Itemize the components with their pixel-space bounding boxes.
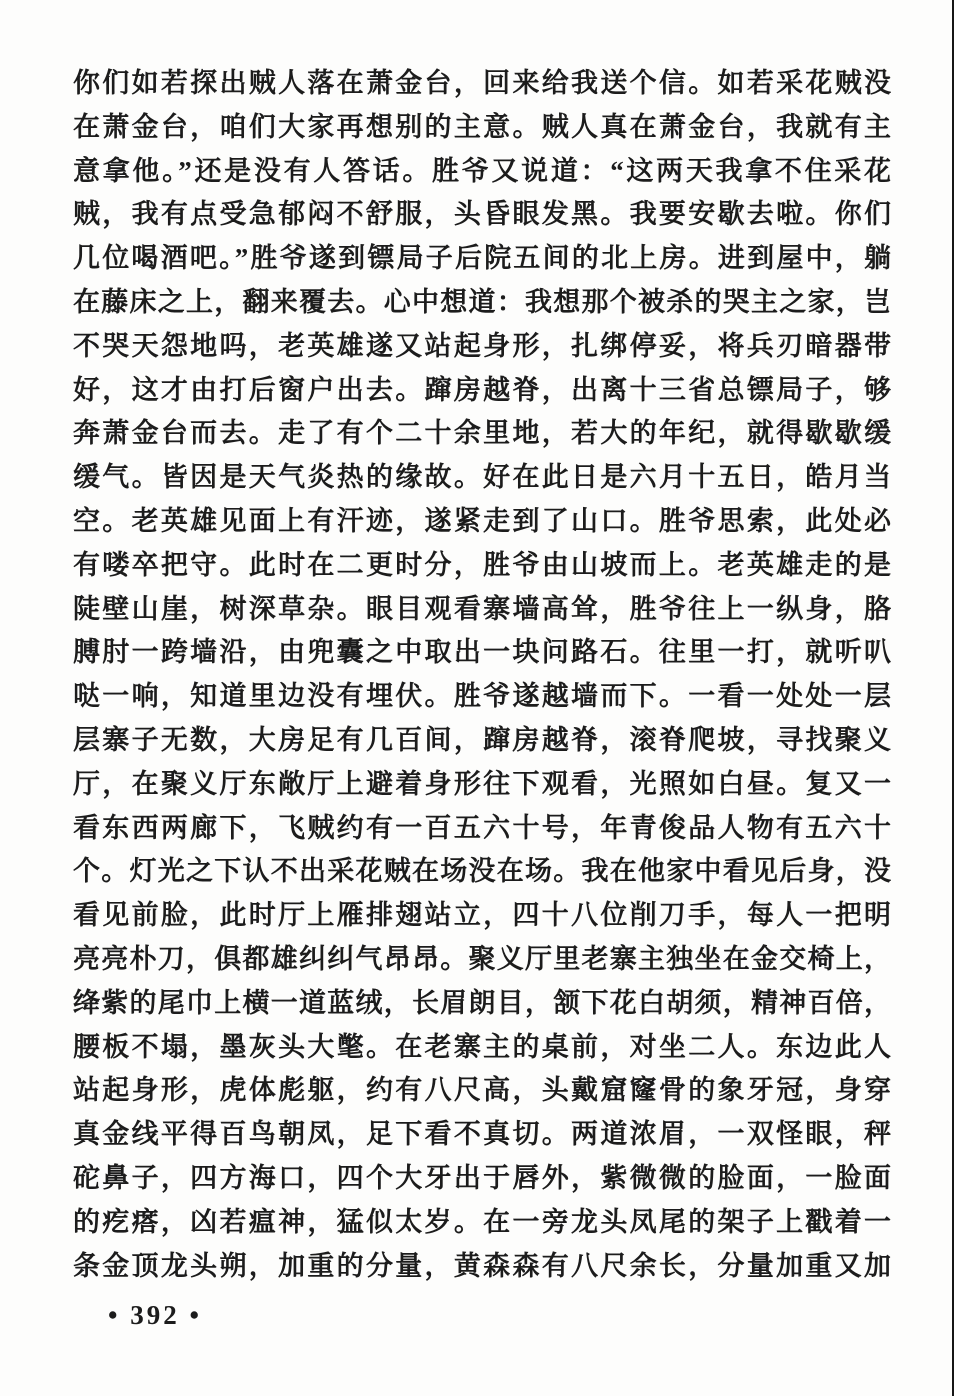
text-line: 真金线平得百鸟朝凤，足下看不真切。两道浓眉，一双怪眼，秤 [73,1119,891,1150]
page-number: • 392 • [108,1300,202,1330]
text-line: 亮亮朴刀，俱都雄纠纠气昂昂。聚义厅里老寨主独坐在金交椅上， [73,943,891,974]
text-line: 好，这才由打后窗户出去。蹿房越脊，出离十三省总镖局子，够 [73,374,891,405]
text-line: 你们如若探出贼人落在萧金台，回来给我送个信。如若采花贼没 [73,68,891,98]
text-line: 腰板不塌，墨灰头大氅。在老寨主的桌前，对坐二人。东边此人 [73,1031,891,1062]
text-line: 看东西两廊下，飞贼约有一百五六十号，年青俊品人物有五六十 [73,812,891,843]
text-line: 在萧金台，咱们大家再想别的主意。贼人真在萧金台，我就有主 [73,111,891,142]
text-line: 贼，我有点受急郁闷不舒服，头昏眼发黑。我要安歇去啦。你们 [73,199,891,230]
text-line: 陡壁山崖，树深草杂。眼目观看寨墙高耸，胜爷往上一纵身，胳 [73,593,891,624]
text-line: 绛紫的尾巾上横一道蓝绒，长眉朗目，颔下花白胡须，精神百倍， [73,987,891,1018]
text-line: 有喽卒把守。此时在二更时分，胜爷由山坡而上。老英雄走的是 [73,549,891,580]
text-line: 意拿他。”还是没有人答话。胜爷又说道：“这两天我拿不住采花 [73,155,891,186]
text-line: 在藤床之上，翻来覆去。心中想道：我想那个被杀的哭主之家，岂 [73,286,891,317]
text-line: 看见前脸，此时厅上雁排翅站立，四十八位削刀手，每人一把明 [73,900,891,931]
text-line: 的疙瘩，凶若瘟神，猛似太岁。在一旁龙头凤尾的架子上戳着一 [73,1206,891,1237]
text-line: 缓气。皆因是天气炎热的缘故。好在此日是六月十五日，皓月当 [73,462,891,493]
text-line: 几位喝酒吧。”胜爷遂到镖局子后院五间的北上房。进到屋中，躺 [73,243,891,274]
text-line: 不哭天怨地吗，老英雄遂又站起身形，扎绑停妥，将兵刃暗器带 [73,330,891,361]
text-line: 层寨子无数，大房足有几百间，蹿房越脊，滚脊爬坡，寻找聚义 [73,724,891,755]
text-line: 厅，在聚义厅东敞厅上避着身形往下观看，光照如白昼。复又一 [73,768,891,799]
text-line: 条金顶龙头朔，加重的分量，黄森森有八尺余长，分量加重又加 [73,1250,891,1281]
text-line: 哒一响，知道里边没有埋伏。胜爷遂越墙而下。一看一处处一层 [73,681,891,712]
text-line: 个。灯光之下认不出采花贼在场没在场。我在他家中看见后身，没 [73,856,891,887]
text-line: 膊肘一跨墙沿，由兜囊之中取出一块问路石。往里一打，就听叭 [73,637,891,668]
text-line: 空。老英雄见面上有汗迹，遂紧走到了山口。胜爷思索，此处必 [73,505,891,536]
text-line: 奔萧金台而去。走了有个二十余里地，若大的年纪，就得歇歇缓 [73,418,891,449]
text-line: 站起身形，虎体彪躯，约有八尺高，头戴窟窿骨的象牙冠，身穿 [73,1075,891,1106]
body-text-block [73,62,891,1288]
text-line: 砣鼻子，四方海口，四个大牙出于唇外，紫微微的脸面，一脸面 [73,1162,891,1193]
